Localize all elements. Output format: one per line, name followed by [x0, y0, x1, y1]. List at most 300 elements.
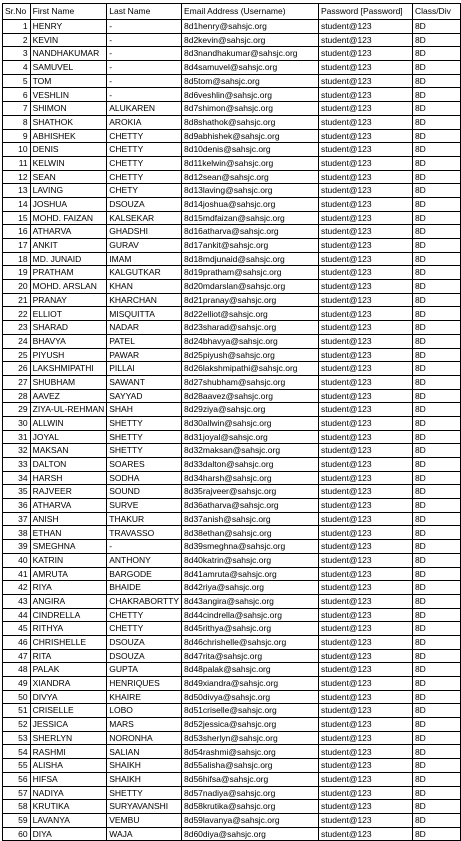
cell-class-div: 8D [412, 458, 460, 472]
student-credentials-sheet [2, 3, 461, 841]
cell-password: student@123 [318, 143, 412, 157]
cell-class-div: 8D [412, 197, 460, 211]
cell-email: 8d1henry@sahsjc.org [182, 20, 319, 34]
cell-password: student@123 [318, 61, 412, 75]
cell-sr-no: 7 [3, 102, 31, 116]
cell-first-name: AMRUTA [30, 567, 107, 581]
cell-password: student@123 [318, 225, 412, 239]
cell-sr-no: 54 [3, 745, 31, 759]
cell-class-div: 8D [412, 416, 460, 430]
table-row [3, 184, 461, 198]
cell-password: student@123 [318, 211, 412, 225]
cell-sr-no: 20 [3, 280, 31, 294]
cell-sr-no: 45 [3, 622, 31, 636]
cell-sr-no: 18 [3, 252, 31, 266]
cell-password: student@123 [318, 197, 412, 211]
table-row [3, 239, 461, 253]
cell-class-div: 8D [412, 581, 460, 595]
cell-first-name: JOYAL [30, 430, 107, 444]
cell-email: 8d28aavez@sahsjc.org [182, 389, 319, 403]
cell-email: 8d12sean@sahsjc.org [182, 170, 319, 184]
cell-class-div: 8D [412, 827, 460, 841]
cell-email: 8d24bhavya@sahsjc.org [182, 334, 319, 348]
cell-class-div: 8D [412, 280, 460, 294]
cell-sr-no: 56 [3, 772, 31, 786]
cell-email: 8d56hifsa@sahsjc.org [182, 772, 319, 786]
cell-email: 8d37anish@sahsjc.org [182, 512, 319, 526]
cell-first-name: PRANAY [30, 293, 107, 307]
cell-last-name: - [107, 540, 182, 554]
cell-class-div: 8D [412, 704, 460, 718]
cell-last-name: SHAIKH [107, 759, 182, 773]
header-password: Password [Password] [318, 4, 412, 20]
cell-class-div: 8D [412, 471, 460, 485]
cell-first-name: KEVIN [30, 33, 107, 47]
cell-last-name: MISQUITTA [107, 307, 182, 321]
cell-last-name: LOBO [107, 704, 182, 718]
cell-sr-no: 25 [3, 348, 31, 362]
cell-class-div: 8D [412, 512, 460, 526]
table-row [3, 567, 461, 581]
table-row [3, 690, 461, 704]
cell-email: 8d41amruta@sahsjc.org [182, 567, 319, 581]
cell-password: student@123 [318, 33, 412, 47]
cell-email: 8d15mdfaizan@sahsjc.org [182, 211, 319, 225]
cell-last-name: SHAIKH [107, 772, 182, 786]
cell-first-name: MOHD. FAIZAN [30, 211, 107, 225]
cell-first-name: LAVING [30, 184, 107, 198]
cell-email: 8d3nandhakumar@sahsjc.org [182, 47, 319, 61]
cell-email: 8d21pranay@sahsjc.org [182, 293, 319, 307]
cell-email: 8d36atharva@sahsjc.org [182, 499, 319, 513]
table-row [3, 594, 461, 608]
cell-class-div: 8D [412, 540, 460, 554]
cell-password: student@123 [318, 813, 412, 827]
cell-password: student@123 [318, 622, 412, 636]
cell-email: 8d58krutika@sahsjc.org [182, 800, 319, 814]
cell-first-name: JESSICA [30, 718, 107, 732]
cell-email: 8d10denis@sahsjc.org [182, 143, 319, 157]
cell-class-div: 8D [412, 143, 460, 157]
cell-sr-no: 12 [3, 170, 31, 184]
cell-class-div: 8D [412, 307, 460, 321]
cell-password: student@123 [318, 718, 412, 732]
table-row [3, 553, 461, 567]
cell-last-name: KHAIRE [107, 690, 182, 704]
cell-password: student@123 [318, 280, 412, 294]
cell-email: 8d27shubham@sahsjc.org [182, 375, 319, 389]
cell-class-div: 8D [412, 156, 460, 170]
cell-sr-no: 16 [3, 225, 31, 239]
cell-last-name: KHARCHAN [107, 293, 182, 307]
cell-last-name: CHAKRABORTTY [107, 594, 182, 608]
table-row [3, 471, 461, 485]
table-row [3, 74, 461, 88]
cell-last-name: WAJA [107, 827, 182, 841]
cell-first-name: KELWIN [30, 156, 107, 170]
cell-first-name: HENRY [30, 20, 107, 34]
cell-password: student@123 [318, 416, 412, 430]
table-row [3, 512, 461, 526]
cell-password: student@123 [318, 663, 412, 677]
cell-last-name: - [107, 88, 182, 102]
cell-sr-no: 59 [3, 813, 31, 827]
cell-password: student@123 [318, 184, 412, 198]
cell-class-div: 8D [412, 430, 460, 444]
cell-first-name: SEAN [30, 170, 107, 184]
cell-password: student@123 [318, 129, 412, 143]
cell-email: 8d46chrishelle@sahsjc.org [182, 635, 319, 649]
cell-email: 8d6veshlin@sahsjc.org [182, 88, 319, 102]
cell-first-name: HIFSA [30, 772, 107, 786]
cell-last-name: KALSEKAR [107, 211, 182, 225]
cell-sr-no: 27 [3, 375, 31, 389]
cell-sr-no: 22 [3, 307, 31, 321]
cell-class-div: 8D [412, 129, 460, 143]
cell-last-name: KHAN [107, 280, 182, 294]
cell-sr-no: 1 [3, 20, 31, 34]
cell-password: student@123 [318, 307, 412, 321]
cell-class-div: 8D [412, 20, 460, 34]
cell-last-name: SURYAVANSHI [107, 800, 182, 814]
cell-first-name: ETHAN [30, 526, 107, 540]
cell-first-name: DIVYA [30, 690, 107, 704]
cell-password: student@123 [318, 362, 412, 376]
cell-email: 8d19pratham@sahsjc.org [182, 266, 319, 280]
cell-sr-no: 32 [3, 444, 31, 458]
cell-class-div: 8D [412, 184, 460, 198]
cell-first-name: AAVEZ [30, 389, 107, 403]
cell-last-name: SHETTY [107, 786, 182, 800]
cell-email: 8d2kevin@sahsjc.org [182, 33, 319, 47]
cell-class-div: 8D [412, 731, 460, 745]
table-row [3, 704, 461, 718]
table-row [3, 102, 461, 116]
table-row [3, 375, 461, 389]
cell-email: 8d31joyal@sahsjc.org [182, 430, 319, 444]
cell-class-div: 8D [412, 293, 460, 307]
cell-sr-no: 36 [3, 499, 31, 513]
cell-sr-no: 35 [3, 485, 31, 499]
cell-first-name: ATHARVA [30, 499, 107, 513]
cell-last-name: CHETTY [107, 608, 182, 622]
cell-class-div: 8D [412, 485, 460, 499]
cell-first-name: SHIMON [30, 102, 107, 116]
cell-class-div: 8D [412, 499, 460, 513]
cell-password: student@123 [318, 115, 412, 129]
table-row [3, 47, 461, 61]
table-row [3, 348, 461, 362]
cell-sr-no: 15 [3, 211, 31, 225]
cell-sr-no: 6 [3, 88, 31, 102]
table-row [3, 759, 461, 773]
cell-sr-no: 47 [3, 649, 31, 663]
cell-last-name: - [107, 61, 182, 75]
table-row [3, 635, 461, 649]
cell-last-name: - [107, 47, 182, 61]
cell-password: student@123 [318, 74, 412, 88]
cell-class-div: 8D [412, 663, 460, 677]
cell-first-name: RITA [30, 649, 107, 663]
cell-email: 8d57nadiya@sahsjc.org [182, 786, 319, 800]
cell-first-name: RIYA [30, 581, 107, 595]
header-row [3, 4, 461, 20]
cell-sr-no: 34 [3, 471, 31, 485]
cell-first-name: ALLWIN [30, 416, 107, 430]
cell-last-name: THAKUR [107, 512, 182, 526]
table-row [3, 143, 461, 157]
cell-email: 8d52jessica@sahsjc.org [182, 718, 319, 732]
cell-last-name: CHETTY [107, 143, 182, 157]
cell-password: student@123 [318, 635, 412, 649]
cell-password: student@123 [318, 239, 412, 253]
cell-last-name: NADAR [107, 321, 182, 335]
student-credentials-table [2, 3, 461, 841]
cell-first-name: LAKSHMIPATHI [30, 362, 107, 376]
cell-sr-no: 50 [3, 690, 31, 704]
cell-password: student@123 [318, 403, 412, 417]
table-row [3, 416, 461, 430]
cell-sr-no: 3 [3, 47, 31, 61]
table-row [3, 321, 461, 335]
cell-last-name: SAWANT [107, 375, 182, 389]
cell-first-name: TOM [30, 74, 107, 88]
cell-sr-no: 19 [3, 266, 31, 280]
cell-password: student@123 [318, 293, 412, 307]
cell-email: 8d33dalton@sahsjc.org [182, 458, 319, 472]
cell-sr-no: 23 [3, 321, 31, 335]
cell-password: student@123 [318, 88, 412, 102]
cell-class-div: 8D [412, 567, 460, 581]
cell-email: 8d50divya@sahsjc.org [182, 690, 319, 704]
cell-email: 8d7shimon@sahsjc.org [182, 102, 319, 116]
cell-class-div: 8D [412, 444, 460, 458]
cell-first-name: BHAVYA [30, 334, 107, 348]
cell-class-div: 8D [412, 211, 460, 225]
cell-email: 8d40katrin@sahsjc.org [182, 553, 319, 567]
cell-password: student@123 [318, 540, 412, 554]
cell-email: 8d5tom@sahsjc.org [182, 74, 319, 88]
table-row [3, 88, 461, 102]
cell-password: student@123 [318, 649, 412, 663]
cell-first-name: ANISH [30, 512, 107, 526]
table-row [3, 362, 461, 376]
cell-sr-no: 42 [3, 581, 31, 595]
cell-sr-no: 46 [3, 635, 31, 649]
cell-email: 8d30allwin@sahsjc.org [182, 416, 319, 430]
table-row [3, 499, 461, 513]
cell-sr-no: 48 [3, 663, 31, 677]
table-row [3, 20, 461, 34]
table-row [3, 485, 461, 499]
cell-last-name: DSOUZA [107, 197, 182, 211]
cell-password: student@123 [318, 772, 412, 786]
cell-class-div: 8D [412, 403, 460, 417]
cell-password: student@123 [318, 786, 412, 800]
table-row [3, 444, 461, 458]
cell-password: student@123 [318, 608, 412, 622]
cell-class-div: 8D [412, 348, 460, 362]
cell-class-div: 8D [412, 772, 460, 786]
cell-last-name: PILLAI [107, 362, 182, 376]
cell-first-name: MD. JUNAID [30, 252, 107, 266]
cell-class-div: 8D [412, 594, 460, 608]
cell-email: 8d4samuvel@sahsjc.org [182, 61, 319, 75]
cell-class-div: 8D [412, 375, 460, 389]
cell-last-name: SOARES [107, 458, 182, 472]
cell-first-name: SMEGHNA [30, 540, 107, 554]
header-last-name: Last Name [107, 4, 182, 20]
cell-last-name: AROKIA [107, 115, 182, 129]
cell-sr-no: 9 [3, 129, 31, 143]
cell-email: 8d34harsh@sahsjc.org [182, 471, 319, 485]
cell-first-name: PALAK [30, 663, 107, 677]
cell-first-name: DENIS [30, 143, 107, 157]
table-row [3, 800, 461, 814]
cell-email: 8d23sharad@sahsjc.org [182, 321, 319, 335]
cell-email: 8d14joshua@sahsjc.org [182, 197, 319, 211]
cell-password: student@123 [318, 745, 412, 759]
cell-email: 8d59lavanya@sahsjc.org [182, 813, 319, 827]
cell-class-div: 8D [412, 252, 460, 266]
cell-last-name: VEMBU [107, 813, 182, 827]
cell-password: student@123 [318, 47, 412, 61]
cell-password: student@123 [318, 458, 412, 472]
cell-first-name: XIANDRA [30, 677, 107, 691]
cell-last-name: PAWAR [107, 348, 182, 362]
cell-email: 8d25piyush@sahsjc.org [182, 348, 319, 362]
cell-sr-no: 4 [3, 61, 31, 75]
cell-sr-no: 30 [3, 416, 31, 430]
cell-email: 8d11kelwin@sahsjc.org [182, 156, 319, 170]
cell-email: 8d18mdjunaid@sahsjc.org [182, 252, 319, 266]
table-row [3, 211, 461, 225]
cell-sr-no: 8 [3, 115, 31, 129]
cell-email: 8d17ankit@sahsjc.org [182, 239, 319, 253]
cell-first-name: DALTON [30, 458, 107, 472]
cell-class-div: 8D [412, 266, 460, 280]
cell-class-div: 8D [412, 225, 460, 239]
table-header [3, 4, 461, 20]
cell-first-name: NADIYA [30, 786, 107, 800]
cell-first-name: ALISHA [30, 759, 107, 773]
cell-sr-no: 40 [3, 553, 31, 567]
cell-password: student@123 [318, 334, 412, 348]
cell-first-name: SHERLYN [30, 731, 107, 745]
cell-sr-no: 51 [3, 704, 31, 718]
cell-first-name: ANKIT [30, 239, 107, 253]
cell-class-div: 8D [412, 88, 460, 102]
table-row [3, 307, 461, 321]
table-row [3, 526, 461, 540]
cell-class-div: 8D [412, 74, 460, 88]
cell-first-name: NANDHAKUMAR [30, 47, 107, 61]
cell-first-name: KATRIN [30, 553, 107, 567]
cell-last-name: - [107, 20, 182, 34]
cell-last-name: DSOUZA [107, 649, 182, 663]
cell-sr-no: 58 [3, 800, 31, 814]
header-first-name: First Name [30, 4, 107, 20]
cell-email: 8d22elliot@sahsjc.org [182, 307, 319, 321]
cell-last-name: GURAV [107, 239, 182, 253]
cell-sr-no: 53 [3, 731, 31, 745]
cell-email: 8d45rithya@sahsjc.org [182, 622, 319, 636]
cell-email: 8d49xiandra@sahsjc.org [182, 677, 319, 691]
cell-sr-no: 13 [3, 184, 31, 198]
cell-password: student@123 [318, 252, 412, 266]
cell-last-name: TRAVASSO [107, 526, 182, 540]
cell-email: 8d29ziya@sahsjc.org [182, 403, 319, 417]
cell-sr-no: 55 [3, 759, 31, 773]
cell-class-div: 8D [412, 239, 460, 253]
cell-password: student@123 [318, 581, 412, 595]
table-row [3, 129, 461, 143]
cell-last-name: GHADSHI [107, 225, 182, 239]
cell-password: student@123 [318, 800, 412, 814]
cell-first-name: CINDRELLA [30, 608, 107, 622]
cell-email: 8d35rajveer@sahsjc.org [182, 485, 319, 499]
cell-password: student@123 [318, 677, 412, 691]
cell-last-name: CHETY [107, 184, 182, 198]
cell-email: 8d26lakshmipathi@sahsjc.org [182, 362, 319, 376]
cell-class-div: 8D [412, 786, 460, 800]
cell-sr-no: 11 [3, 156, 31, 170]
cell-password: student@123 [318, 553, 412, 567]
cell-class-div: 8D [412, 553, 460, 567]
cell-last-name: DSOUZA [107, 635, 182, 649]
table-row [3, 458, 461, 472]
table-row [3, 718, 461, 732]
table-body [3, 20, 461, 841]
cell-class-div: 8D [412, 47, 460, 61]
cell-first-name: RAJVEER [30, 485, 107, 499]
table-row [3, 197, 461, 211]
header-email: Email Address (Username) [182, 4, 319, 20]
cell-class-div: 8D [412, 622, 460, 636]
cell-class-div: 8D [412, 813, 460, 827]
cell-first-name: RITHYA [30, 622, 107, 636]
cell-password: student@123 [318, 471, 412, 485]
table-row [3, 772, 461, 786]
table-row [3, 170, 461, 184]
cell-sr-no: 44 [3, 608, 31, 622]
cell-password: student@123 [318, 430, 412, 444]
cell-email: 8d8shathok@sahsjc.org [182, 115, 319, 129]
cell-last-name: CHETTY [107, 156, 182, 170]
cell-first-name: JOSHUA [30, 197, 107, 211]
cell-email: 8d16atharva@sahsjc.org [182, 225, 319, 239]
table-row [3, 581, 461, 595]
cell-last-name: CHETTY [107, 170, 182, 184]
table-row [3, 608, 461, 622]
cell-last-name: SHETTY [107, 444, 182, 458]
cell-sr-no: 38 [3, 526, 31, 540]
cell-first-name: VESHLIN [30, 88, 107, 102]
cell-class-div: 8D [412, 362, 460, 376]
cell-password: student@123 [318, 266, 412, 280]
cell-password: student@123 [318, 731, 412, 745]
cell-last-name: BARGODE [107, 567, 182, 581]
cell-email: 8d51criselle@sahsjc.org [182, 704, 319, 718]
cell-last-name: HENRIQUES [107, 677, 182, 691]
table-row [3, 61, 461, 75]
cell-last-name: GUPTA [107, 663, 182, 677]
table-row [3, 540, 461, 554]
cell-sr-no: 37 [3, 512, 31, 526]
cell-email: 8d60diya@sahsjc.org [182, 827, 319, 841]
cell-first-name: ELLIOT [30, 307, 107, 321]
table-row [3, 280, 461, 294]
